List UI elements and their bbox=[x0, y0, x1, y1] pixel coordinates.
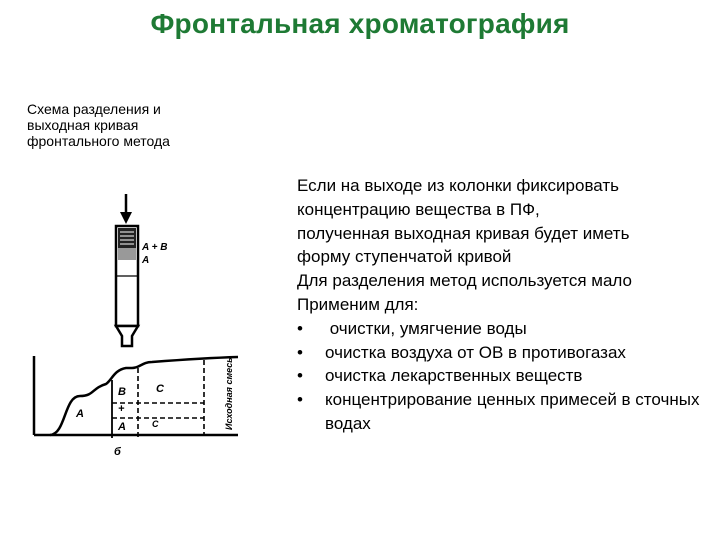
output-curve-plot bbox=[34, 356, 238, 458]
zone-a-label: A bbox=[76, 408, 84, 420]
description-text bbox=[297, 174, 707, 436]
step-curve bbox=[50, 357, 238, 435]
bullet-item bbox=[297, 388, 707, 436]
bullet-item bbox=[297, 341, 707, 365]
zone-c-inner-label: C bbox=[152, 419, 159, 429]
bullet-marker: • bbox=[297, 366, 303, 386]
bullet-marker: • bbox=[297, 318, 303, 338]
y-axis-label: Исходная смесь bbox=[224, 357, 234, 430]
paragraph-line: форму ступенчатой кривой bbox=[297, 247, 512, 267]
bullet-marker: • bbox=[297, 390, 303, 410]
paragraph-line: полученная выходная кривая будет иметь bbox=[297, 223, 630, 243]
column-label-a: A bbox=[142, 255, 150, 266]
column-schematic bbox=[116, 194, 167, 346]
bullet-item bbox=[297, 364, 707, 388]
column-label-ab: A + B bbox=[142, 242, 168, 253]
slide-title: Фронтальная хроматография bbox=[150, 8, 570, 39]
paragraph-line: Для разделения метод используется мало bbox=[297, 271, 632, 291]
caption-line: Схема разделения и bbox=[27, 101, 161, 117]
bullet-marker: • bbox=[297, 342, 303, 362]
column-a-zone bbox=[118, 248, 136, 260]
column-mixed-zone bbox=[118, 228, 136, 248]
paragraph-line: Применим для: bbox=[297, 294, 419, 314]
paragraph-line: концентрацию вещества в ПФ, bbox=[297, 199, 540, 219]
bullet-text: очистка лекарственных веществ bbox=[325, 366, 583, 386]
zone-a-lower-label: A bbox=[118, 421, 126, 433]
zone-c-label: C bbox=[156, 383, 164, 395]
diagram-caption bbox=[27, 101, 227, 149]
caption-line: фронтального метода bbox=[27, 133, 170, 149]
x-axis-label: б bbox=[114, 446, 121, 458]
column-outlet bbox=[116, 326, 138, 346]
paragraph-line: Если на выходе из колонки фиксировать bbox=[297, 176, 620, 195]
caption-line: выходная кривая bbox=[27, 117, 139, 133]
bullet-item bbox=[297, 317, 707, 341]
frontal-chromatography-diagram bbox=[28, 190, 258, 470]
inflow-arrow-head bbox=[120, 212, 132, 224]
bullet-text: очистка воздуха от ОВ в противогазах bbox=[325, 342, 626, 362]
bullet-text: концентрирование ценных примесей в сточных водах bbox=[325, 390, 700, 433]
plus-sign: + bbox=[118, 403, 125, 415]
zone-b-label: B bbox=[118, 386, 126, 398]
bullet-text: очистки, умягчение воды bbox=[325, 318, 527, 338]
